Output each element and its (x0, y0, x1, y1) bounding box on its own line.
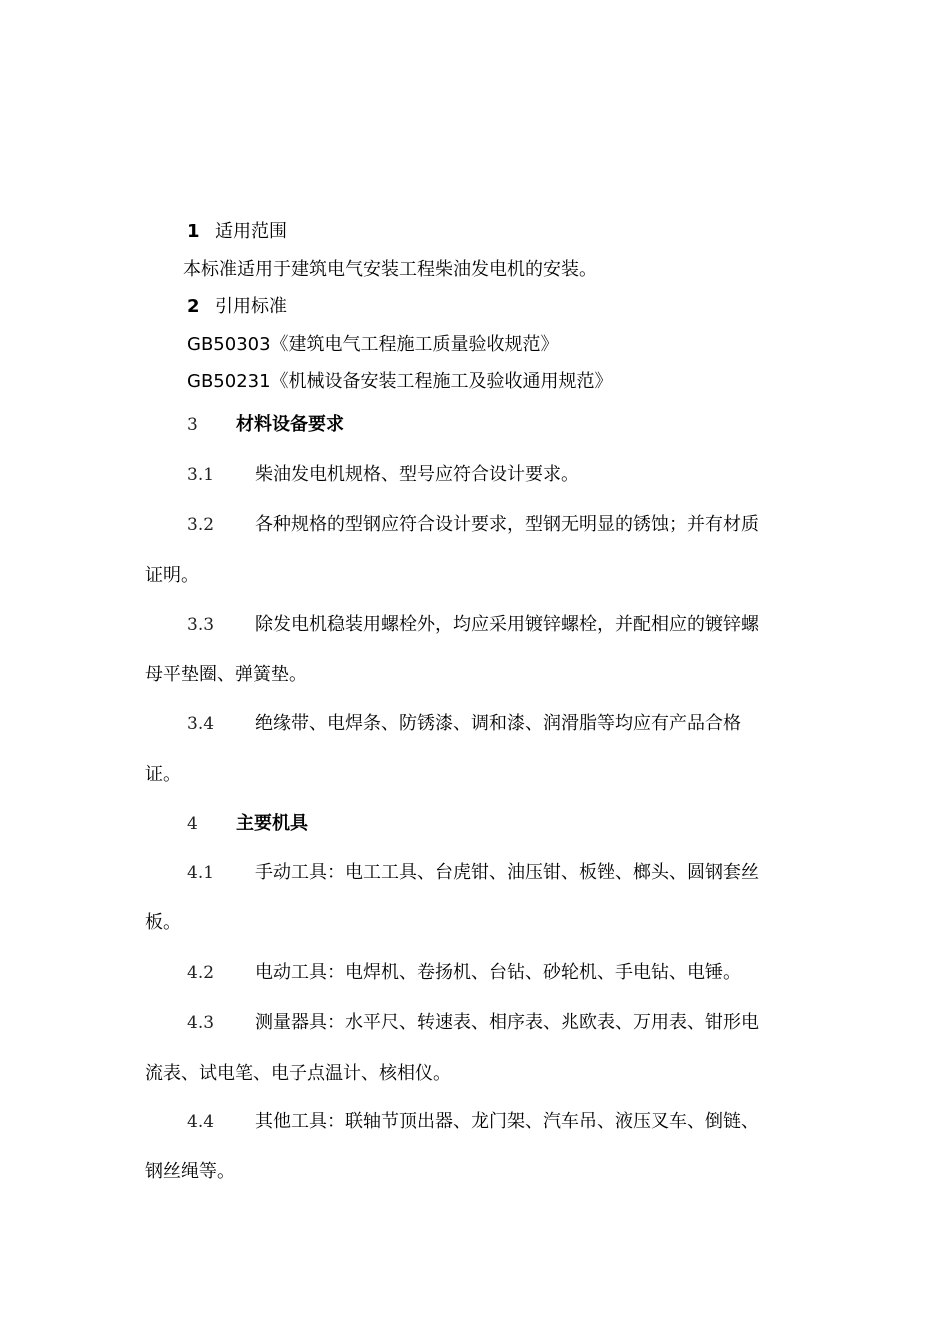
item-number: 3.1 (187, 465, 215, 485)
item-continuation: 板。 (145, 912, 181, 933)
reference-standard: GB50231《机械设备安装工程施工及验收通用规范》 (187, 371, 613, 392)
item-number: 4.4 (187, 1112, 215, 1132)
section-number: 3 (187, 415, 198, 435)
item-number: 4.1 (187, 863, 215, 883)
section-title: 材料设备要求 (236, 414, 344, 435)
item-text: 其他工具：联轴节顶出器、龙门架、汽车吊、液压叉车、倒链、 (255, 1111, 759, 1132)
item-continuation: 证明。 (145, 565, 199, 586)
item-continuation: 钢丝绳等。 (145, 1161, 235, 1182)
item-text: 电动工具：电焊机、卷扬机、台钻、砂轮机、手电钻、电锤。 (255, 962, 741, 983)
item-number: 3.4 (187, 714, 215, 734)
section-title: 适用范围 (215, 221, 287, 242)
item-text: 手动工具：电工工具、台虎钳、油压钳、板锉、榔头、圆钢套丝 (255, 862, 759, 883)
item-continuation: 证。 (145, 764, 181, 785)
item-number: 3.3 (187, 615, 215, 635)
item-text: 绝缘带、电焊条、防锈漆、调和漆、润滑脂等均应有产品合格 (255, 713, 741, 734)
reference-standard: GB50303《建筑电气工程施工质量验收规范》 (187, 334, 559, 355)
item-continuation: 流表、试电笔、电子点温计、核相仪。 (145, 1063, 451, 1084)
item-number: 4.3 (187, 1013, 215, 1033)
item-text: 各种规格的型钢应符合设计要求，型钢无明显的锈蚀；并有材质 (255, 514, 759, 535)
item-continuation: 母平垫圈、弹簧垫。 (145, 664, 307, 685)
item-text: 柴油发电机规格、型号应符合设计要求。 (255, 464, 579, 485)
section-title: 引用标准 (215, 296, 287, 317)
section-number: 4 (187, 814, 198, 834)
section-number: 2 (187, 296, 200, 317)
item-number: 3.2 (187, 515, 215, 535)
scope-paragraph: 本标准适用于建筑电气安装工程柴油发电机的安装。 (183, 259, 597, 280)
section-number: 1 (187, 221, 200, 242)
item-text: 测量器具：水平尺、转速表、相序表、兆欧表、万用表、钳形电 (255, 1012, 759, 1033)
item-number: 4.2 (187, 963, 215, 983)
item-text: 除发电机稳装用螺栓外，均应采用镀锌螺栓，并配相应的镀锌螺 (255, 614, 759, 635)
section-title: 主要机具 (236, 813, 308, 834)
